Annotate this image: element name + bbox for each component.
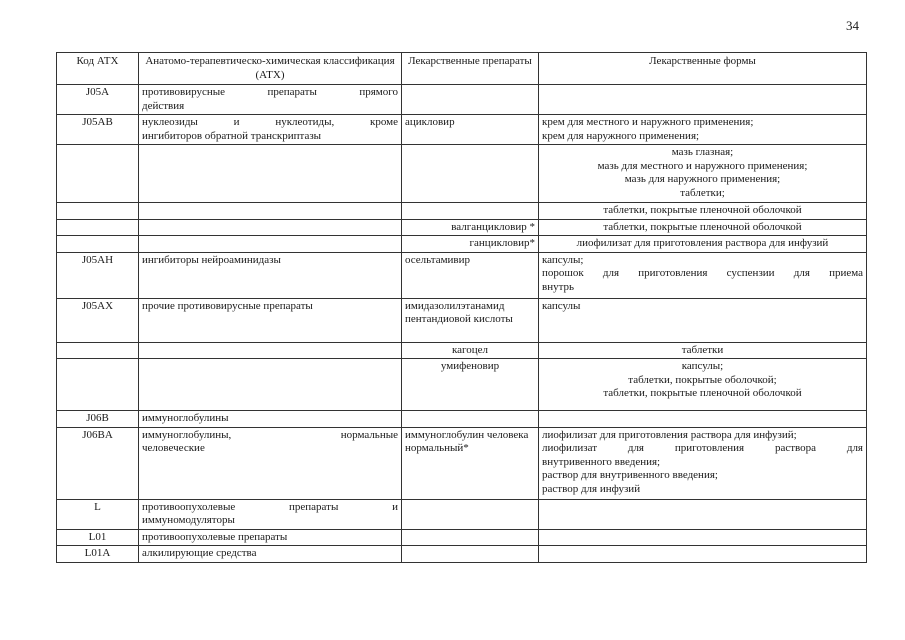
table-row: [57, 236, 867, 253]
atx-code-cell: [57, 203, 139, 220]
dosage-form-line: таблетки, покрытые оболочкой;: [628, 373, 777, 386]
dosage-form-line: лиофилизат для приготовления раствора для инфузий;: [542, 428, 797, 441]
drug-cell: [402, 529, 539, 546]
drug-cell: [402, 411, 539, 428]
table-row: [57, 203, 867, 220]
dosage-form-line: таблетки, покрытые пленочной оболочкой: [603, 220, 802, 233]
dosage-forms-cell: [539, 203, 867, 220]
atx-code-cell: J05AH: [57, 252, 139, 298]
atx-code-cell: J05AB: [57, 115, 139, 145]
classification-line: противоопухолевые препараты и: [142, 500, 398, 513]
drug-cell: кагоцел: [402, 342, 539, 359]
dosage-form-line: таблетки, покрытые пленочной оболочкой: [603, 204, 802, 216]
atx-code-cell: [57, 342, 139, 359]
classification-line: иммуноглобулины, нормальные: [142, 428, 398, 441]
dosage-form-line: лиофилизат для приготовления раствора для: [542, 442, 863, 454]
table-row: [57, 529, 867, 546]
dosage-form-line: лиофилизат для приготовления раствора для инфузий: [576, 237, 829, 249]
atx-code-cell: J06B: [57, 411, 139, 428]
dosage-form-line: таблетки;: [680, 186, 725, 199]
header-drugs: Лекарственные препараты: [402, 53, 539, 85]
table-row: [57, 252, 867, 298]
table-row: [57, 427, 867, 499]
classification-line: ингибиторов обратной транскриптазы: [142, 129, 322, 142]
dosage-forms-cell: [539, 85, 867, 115]
dosage-form-line: раствор для внутривенного введения;: [542, 469, 718, 481]
classification-cell: [139, 85, 402, 115]
dosage-form-line: таблетки: [681, 343, 724, 356]
classification-cell: [139, 298, 402, 342]
classification-cell: [139, 546, 402, 563]
dosage-forms-cell: [539, 115, 867, 145]
dosage-forms-cell: [539, 298, 867, 342]
atx-code-cell: L01: [57, 529, 139, 546]
drug-cell: иммуноглобулин человека нормальный*: [402, 427, 539, 499]
dosage-forms-cell: [539, 342, 867, 359]
drug-cell: [402, 546, 539, 563]
atx-code-cell: L: [57, 499, 139, 529]
classification-cell: [139, 219, 402, 236]
dosage-form-line: мазь для местного и наружного применения;: [597, 159, 808, 172]
atx-classification-table: [56, 52, 867, 563]
classification-line: нуклеозиды и нуклеотиды, кроме: [142, 116, 398, 128]
classification-line: человеческие: [142, 442, 205, 454]
drug-cell: осельтамивир: [402, 252, 539, 298]
classification-line: действия: [142, 99, 185, 112]
table-row: [57, 219, 867, 236]
classification-cell: [139, 115, 402, 145]
page-number: 34: [846, 18, 859, 33]
table-row: [57, 499, 867, 529]
dosage-form-line: порошок для приготовления суспензии для приема: [542, 267, 863, 279]
atx-code-cell: [57, 236, 139, 253]
classification-line: противовирусные препараты прямого: [142, 86, 398, 98]
dosage-form-line: капсулы: [542, 299, 581, 312]
dosage-forms-cell: [539, 145, 867, 203]
dosage-forms-cell: [539, 546, 867, 563]
header-forms: Лекарственные формы: [539, 53, 867, 85]
dosage-forms-cell: [539, 499, 867, 529]
dosage-forms-cell: [539, 252, 867, 298]
table-body: [57, 85, 867, 563]
dosage-forms-cell: [539, 529, 867, 546]
atx-code-cell: [57, 219, 139, 236]
classification-cell: [139, 529, 402, 546]
dosage-form-line: капсулы;: [542, 253, 584, 266]
drug-cell: [402, 499, 539, 529]
classification-line: иммуномодуляторы: [142, 514, 235, 526]
dosage-form-line: раствор для инфузий: [542, 482, 641, 495]
atx-code-cell: J05AX: [57, 298, 139, 342]
dosage-form-line: крем для местного и наружного применения;: [542, 116, 754, 128]
classification-cell: [139, 499, 402, 529]
classification-cell: [139, 427, 402, 499]
table-row: [57, 145, 867, 203]
drug-cell: [402, 145, 539, 203]
header-code: Код АТХ: [57, 53, 139, 85]
table-row: [57, 115, 867, 145]
dosage-forms-cell: [539, 219, 867, 236]
dosage-form-line: капсулы;: [681, 360, 724, 372]
atx-code-cell: L01A: [57, 546, 139, 563]
dosage-form-line: мазь для наружного применения;: [624, 173, 781, 185]
atx-code-cell: [57, 145, 139, 203]
table-row: [57, 411, 867, 428]
classification-line: иммуноглобулины: [142, 412, 229, 424]
classification-line: ингибиторы нейроаминидазы: [142, 253, 281, 266]
header-classification: Анатомо-терапевтическо-химическая классификация (АТХ): [139, 53, 402, 85]
classification-line: противоопухолевые препараты: [142, 530, 288, 543]
atx-code-cell: J06BA: [57, 427, 139, 499]
dosage-forms-cell: [539, 427, 867, 499]
drug-cell: [402, 203, 539, 220]
dosage-form-line: внутривенного введения;: [542, 455, 661, 468]
dosage-form-line: внутрь: [542, 280, 575, 293]
table-row: [57, 359, 867, 411]
atx-code-cell: J05A: [57, 85, 139, 115]
dosage-form-line: таблетки, покрытые пленочной оболочкой: [603, 387, 802, 399]
classification-cell: [139, 203, 402, 220]
atx-code-cell: [57, 359, 139, 411]
table-row: [57, 546, 867, 563]
classification-cell: [139, 359, 402, 411]
table-row: [57, 298, 867, 342]
classification-cell: [139, 145, 402, 203]
table-header-row: [57, 53, 867, 85]
classification-cell: [139, 252, 402, 298]
drug-cell: ацикловир: [402, 115, 539, 145]
dosage-forms-cell: [539, 236, 867, 253]
dosage-forms-cell: [539, 359, 867, 411]
classification-cell: [139, 236, 402, 253]
drug-cell: умифеновир: [402, 359, 539, 411]
table-row: [57, 342, 867, 359]
drug-cell: валганцикловир *: [402, 219, 539, 236]
dosage-form-line: крем для наружного применения;: [542, 129, 700, 142]
table-row: [57, 85, 867, 115]
classification-line: алкилирующие средства: [142, 547, 257, 559]
drug-cell: [402, 85, 539, 115]
classification-cell: [139, 342, 402, 359]
drug-cell: ганцикловир*: [402, 236, 539, 253]
classification-line: прочие противовирусные препараты: [142, 299, 313, 312]
dosage-forms-cell: [539, 411, 867, 428]
drug-cell: имидазолилэтанамид пентандиовой кислоты: [402, 298, 539, 342]
dosage-form-line: мазь глазная;: [671, 146, 734, 158]
classification-cell: [139, 411, 402, 428]
